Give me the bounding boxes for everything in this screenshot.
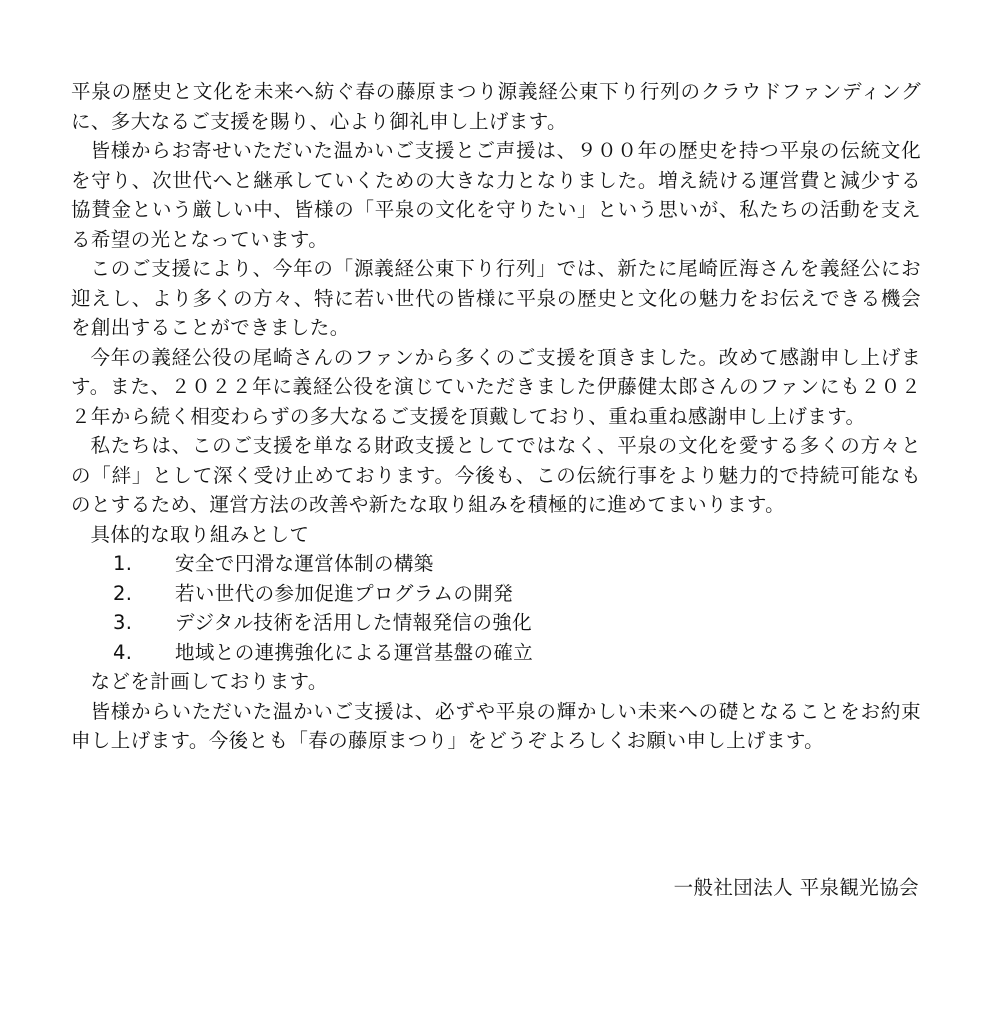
list-item-number: 3.	[113, 611, 133, 634]
list-item-text: 安全で円滑な運営体制の構築	[175, 552, 434, 575]
fans-thanks-paragraph: 今年の義経公役の尾崎さんのファンから多くのご支援を頂きました。改めて感謝申し上げます。また、２０２２年に義経公役を演じていただきました伊藤健太郎さんのファンにも２０２２年から続く相変わらずの多大なるご支援を頂戴しており、重ね重ね感謝申し上げます。	[71, 345, 921, 428]
list-item	[71, 579, 921, 609]
list-item-number: 1.	[113, 552, 133, 575]
list-item-text: デジタル技術を活用した情報発信の強化	[175, 611, 533, 634]
list-item-number: 4.	[113, 640, 133, 664]
intro-paragraph: 平泉の歴史と文化を未来へ紡ぐ春の藤原まつり源義経公東下り行列のクラウドファンディングに、多大なるご支援を賜り、心より御礼申し上げます。	[71, 80, 921, 133]
list-item-number: 2.	[113, 581, 133, 605]
list-outro: などを計画しております。	[90, 670, 328, 693]
procession-paragraph: このご支援により、今年の「源義経公東下り行列」では、新たに尾崎匠海さんを義経公にお迎えし、より多くの方々、特に若い世代の皆様に平泉の歴史と文化の魅力をお伝えできる機会を創出することができました。	[71, 257, 921, 339]
list-item	[71, 608, 921, 638]
commitment-paragraph: 私たちは、このご支援を単なる財政支援としてではなく、平泉の文化を愛する多くの方々との「絆」として深く受け止めております。今後も、この伝統行事をより魅力的で持続可能なものとするため、運営方法の改善や新たな取り組みを積極的に進めてまいります。	[71, 434, 921, 516]
list-item-text: 若い世代の参加促進プログラムの開発	[175, 581, 514, 605]
signature: 一般社団法人 平泉観光協会	[673, 876, 919, 899]
initiatives-list	[71, 549, 921, 667]
support-paragraph: 皆様からお寄せいただいた温かいご支援とご声援は、９００年の歴史を持つ平泉の伝統文化を守り、次世代へと継承していくための大きな力となりました。増え続ける運営費と減少する協賛金という厳しい中、皆様の「平泉の文化を守りたい」という思いが、私たちの活動を支える希望の光となっています。	[71, 139, 921, 251]
closing-paragraph: 皆様からいただいた温かいご支援は、必ずや平泉の輝かしい未来への礎となることをお約束申し上げます。今後とも「春の藤原まつり」をどうぞよろしくお願い申し上げます。	[71, 699, 921, 752]
list-item-text: 地域との連携強化による運営基盤の確立	[175, 640, 534, 664]
list-item	[71, 549, 921, 579]
letter-body	[71, 77, 921, 756]
list-item	[71, 638, 921, 668]
list-intro: 具体的な取り組みとして	[90, 522, 310, 546]
